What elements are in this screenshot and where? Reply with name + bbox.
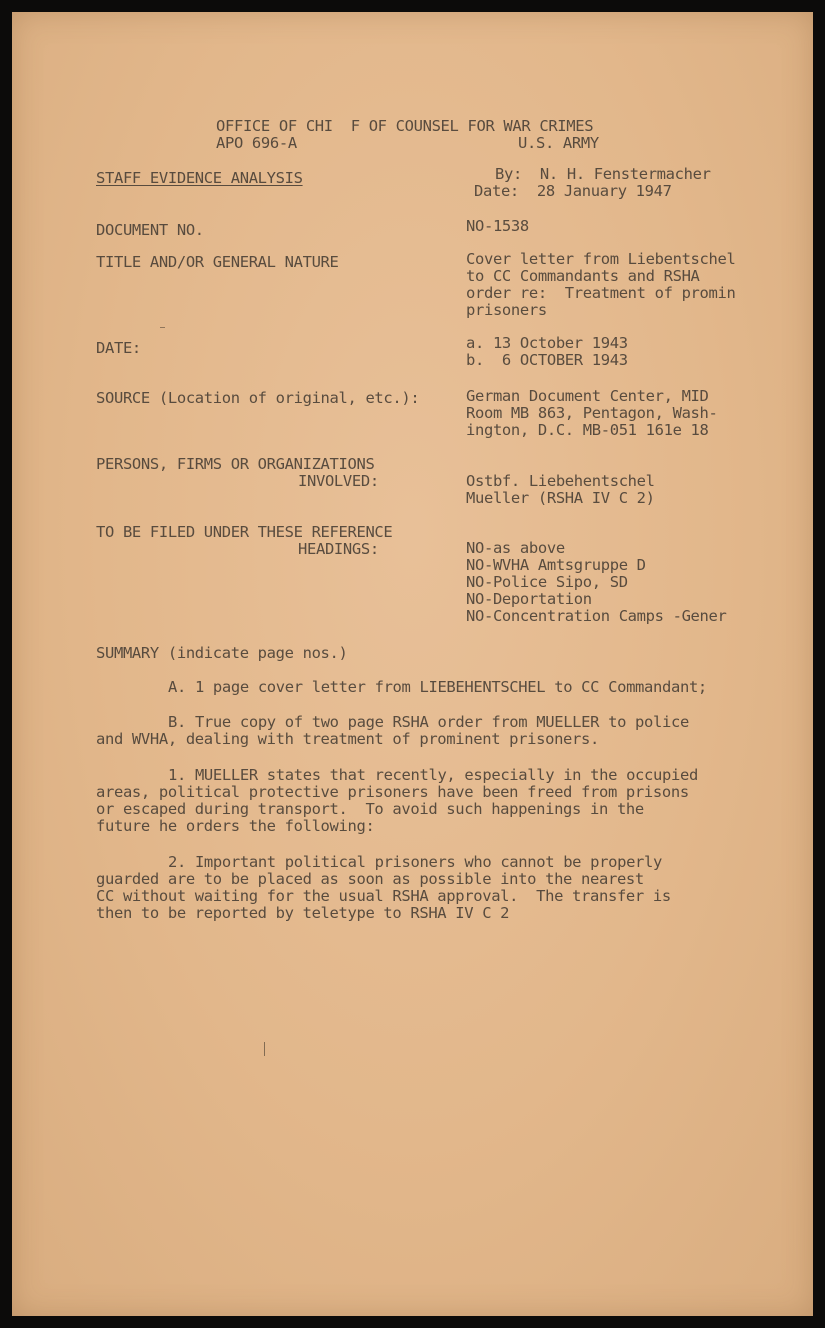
title-value-line: to CC Commandants and RSHA <box>466 267 700 285</box>
persons-value-line: Ostbf. Liebehentschel <box>466 472 655 490</box>
date-value-line: a. 13 October 1943 <box>466 334 628 352</box>
persons-label: PERSONS, FIRMS OR ORGANIZATIONS <box>96 455 375 473</box>
title-value-line: order re: Treatment of promin <box>466 284 736 302</box>
heading-line: NO-Deportation <box>466 590 592 608</box>
document-no-value: NO-1538 <box>466 217 529 235</box>
date-label: DATE: <box>96 339 141 357</box>
source-label: SOURCE (Location of original, etc.): <box>96 389 420 407</box>
apo-number: APO 696-A <box>216 134 297 152</box>
title-label: TITLE AND/OR GENERAL NATURE <box>96 253 339 271</box>
summary-paragraph-1: future he orders the following: <box>96 817 375 835</box>
persons-label-involved: INVOLVED: <box>298 472 379 490</box>
date-value-line: b. 6 OCTOBER 1943 <box>466 351 628 369</box>
source-value-line: Room MB 863, Pentagon, Wash- <box>466 404 718 422</box>
heading-line: NO-Police Sipo, SD <box>466 573 628 591</box>
summary-item-b: and WVHA, dealing with treatment of prominent prisoners. <box>96 730 599 748</box>
analysis-date: Date: 28 January 1947 <box>474 182 672 200</box>
heading-line: NO-Concentration Camps -Gener <box>466 607 727 625</box>
document-page <box>12 12 813 1316</box>
summary-item-b: B. True copy of two page RSHA order from MUELLER to police <box>168 713 689 731</box>
stray-mark <box>264 1042 265 1056</box>
summary-item-a: A. 1 page cover letter from LIEBEHENTSCHEL to CC Commandant; <box>168 678 707 696</box>
office-header: OFFICE OF CHI F OF COUNSEL FOR WAR CRIMES <box>216 117 594 135</box>
summary-paragraph-1: areas, political protective prisoners have been freed from prisons <box>96 783 689 801</box>
analyst-name: By: N. H. Fenstermacher <box>495 165 711 183</box>
analysis-title: STAFF EVIDENCE ANALYSIS <box>96 169 303 187</box>
heading-line: NO-as above <box>466 539 565 557</box>
summary-paragraph-2: CC without waiting for the usual RSHA approval. The transfer is <box>96 887 671 905</box>
summary-paragraph-2: then to be reported by teletype to RSHA IV C 2 <box>96 904 510 922</box>
source-value-line: ington, D.C. MB-051 161e 18 <box>466 421 709 439</box>
title-value-line: Cover letter from Liebentschel <box>466 250 736 268</box>
summary-paragraph-2: guarded are to be placed as soon as possible into the nearest <box>96 870 644 888</box>
summary-paragraph-2: 2. Important political prisoners who cannot be properly <box>168 853 662 871</box>
summary-paragraph-1: or escaped during transport. To avoid such happenings in the <box>96 800 644 818</box>
document-no-label: DOCUMENT NO. <box>96 221 204 239</box>
summary-label: SUMMARY (indicate page nos.) <box>96 644 348 662</box>
army-label: U.S. ARMY <box>518 134 599 152</box>
source-value-line: German Document Center, MID <box>466 387 709 405</box>
title-value-line: prisoners <box>466 301 547 319</box>
persons-value-line: Mueller (RSHA IV C 2) <box>466 489 655 507</box>
summary-paragraph-1: 1. MUELLER states that recently, especially in the occupied <box>168 766 698 784</box>
stray-mark <box>160 327 165 328</box>
heading-line: NO-WVHA Amtsgruppe D <box>466 556 646 574</box>
filed-label: TO BE FILED UNDER THESE REFERENCE <box>96 523 393 541</box>
filed-label-headings: HEADINGS: <box>298 540 379 558</box>
